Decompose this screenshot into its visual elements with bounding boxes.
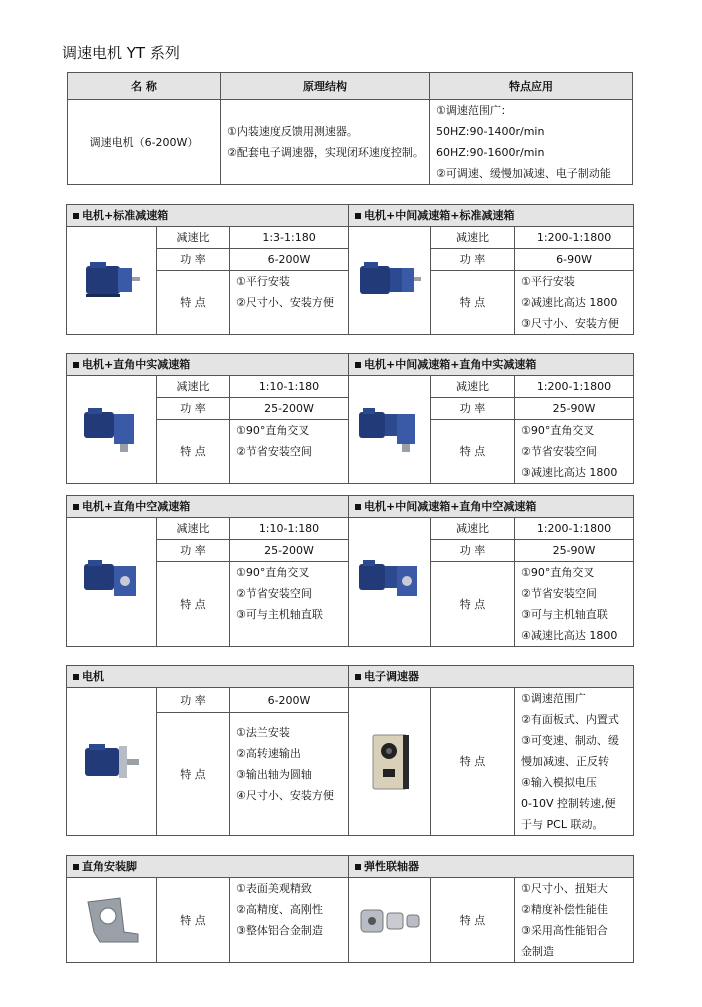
section-title-left: 电机 xyxy=(67,666,349,688)
feature-line: ③整体铝合金制造 xyxy=(236,924,323,937)
label-ratio: 减速比 xyxy=(157,376,230,398)
value-features xyxy=(230,878,349,963)
label-feature: 特 点 xyxy=(157,878,230,963)
label-power: 功 率 xyxy=(431,398,515,420)
value-ratio: 1:200-1:1800 xyxy=(515,518,634,540)
feature-line: ②高精度、高刚性 xyxy=(236,903,323,916)
spec-table-standard-gearbox xyxy=(66,204,634,335)
label-ratio: 减速比 xyxy=(431,518,515,540)
feature-line: ②节省安装空间 xyxy=(521,445,597,458)
product-image-motor-gearbox xyxy=(67,227,157,335)
product-image-coupling xyxy=(349,878,431,963)
spec-table-motor-controller xyxy=(66,665,634,836)
feature-line: ②减速比高达 1800 xyxy=(521,296,618,309)
feature-line: ①尺寸小、扭矩大 xyxy=(521,882,608,895)
value-ratio: 1:200-1:1800 xyxy=(515,227,634,249)
feature-line: ③采用高性能铝合 xyxy=(521,924,608,937)
section-title-left: 直角安装脚 xyxy=(67,856,349,878)
label-feature: 特 点 xyxy=(431,878,515,963)
feature-line: ①90°直角交叉 xyxy=(236,566,310,579)
feature-line: ④尺寸小、安装方便 xyxy=(236,788,334,802)
header-structure: 原理结构 xyxy=(221,73,430,100)
product-image-motor-double-gearbox xyxy=(349,227,431,335)
feature-line: ③可与主机轴直联 xyxy=(521,608,608,621)
feature-line: 0-10V 控制转速,便 xyxy=(521,797,616,810)
value-power: 6-90W xyxy=(515,249,634,271)
feature-line: ①平行安装 xyxy=(521,275,575,288)
product-image-motor-right-angle xyxy=(67,376,157,484)
header-features: 特点应用 xyxy=(430,73,633,100)
value-features xyxy=(515,688,634,836)
spec-table-right-angle-hollow xyxy=(66,495,634,647)
label-feature: 特 点 xyxy=(157,562,230,647)
section-title-right: 弹性联轴器 xyxy=(349,856,634,878)
label-power: 功 率 xyxy=(157,398,230,420)
label-power: 功 率 xyxy=(157,249,230,271)
label-ratio: 减速比 xyxy=(157,518,230,540)
value-power: 6-200W xyxy=(230,249,349,271)
value-power: 6-200W xyxy=(230,688,349,713)
feature-line: ①调速范围广 xyxy=(521,692,586,705)
feature-line: 金制造 xyxy=(521,945,555,958)
value-features xyxy=(230,420,349,484)
label-feature: 特 点 xyxy=(431,420,515,484)
label-feature: 特 点 xyxy=(157,420,230,484)
label-ratio: 减速比 xyxy=(431,376,515,398)
label-power: 功 率 xyxy=(431,249,515,271)
product-image-motor-mid-hollow xyxy=(349,518,431,647)
value-ratio: 1:10-1:180 xyxy=(230,518,349,540)
feature-line: ③减速比高达 1800 xyxy=(521,466,618,479)
feature-line: ②节省安装空间 xyxy=(236,587,312,600)
label-ratio: 减速比 xyxy=(431,227,515,249)
feature-line: ③可变速、制动、缓 xyxy=(521,734,619,747)
intro-table xyxy=(67,72,633,185)
feature-line: ②节省安装空间 xyxy=(521,587,597,600)
feature-line: ①90°直角交叉 xyxy=(521,424,595,437)
section-title-right: 电机+中间减速箱+直角中实减速箱 xyxy=(349,354,634,376)
feature-line: 于与 PCL 联动。 xyxy=(521,818,604,831)
header-name: 名 称 xyxy=(68,73,221,100)
label-power: 功 率 xyxy=(157,540,230,562)
feature-line: ④输入模拟电压 xyxy=(521,776,597,789)
intro-feature-line: ②可调速、缓慢加减速、电子制动能 xyxy=(436,167,611,180)
feature-line: ②高转速输出 xyxy=(236,746,301,760)
section-title-left: 电机+直角中实减速箱 xyxy=(67,354,349,376)
intro-name: 调速电机（6-200W） xyxy=(68,100,221,185)
product-image-controller xyxy=(349,688,431,836)
product-image-motor-mid-right-angle xyxy=(349,376,431,484)
value-features xyxy=(515,271,634,335)
value-power: 25-200W xyxy=(230,398,349,420)
section-title-left: 电机+直角中空减速箱 xyxy=(67,496,349,518)
product-image-motor-hollow xyxy=(67,518,157,647)
value-power: 25-90W xyxy=(515,398,634,420)
spec-table-accessories xyxy=(66,855,634,963)
page-title: 调速电机 YT 系列 xyxy=(62,44,180,62)
value-power: 25-90W xyxy=(515,540,634,562)
feature-line: ①90°直角交叉 xyxy=(236,424,310,437)
intro-feature-line: ①调速范围广： xyxy=(436,104,512,117)
feature-line: ④减速比高达 1800 xyxy=(521,629,618,642)
feature-line: ③可与主机轴直联 xyxy=(236,608,323,621)
section-title-right: 电机+中间减速箱+直角中空减速箱 xyxy=(349,496,634,518)
value-features xyxy=(230,713,349,836)
label-feature: 特 点 xyxy=(157,271,230,335)
value-features xyxy=(230,562,349,647)
value-ratio: 1:10-1:180 xyxy=(230,376,349,398)
label-ratio: 减速比 xyxy=(157,227,230,249)
label-feature: 特 点 xyxy=(431,688,515,836)
section-title-left: 电机+标准减速箱 xyxy=(67,205,349,227)
label-feature: 特 点 xyxy=(431,562,515,647)
feature-line: ③输出轴为圆轴 xyxy=(236,767,312,781)
feature-line: ①表面美观精致 xyxy=(236,882,312,895)
section-title-right: 电子调速器 xyxy=(349,666,634,688)
value-power: 25-200W xyxy=(230,540,349,562)
feature-line: ①90°直角交叉 xyxy=(521,566,595,579)
intro-structure-line: ①内装速度反馈用测速器。 xyxy=(227,125,358,138)
feature-line: ②节省安装空间 xyxy=(236,445,312,458)
feature-line: ②尺寸小、安装方便 xyxy=(236,296,334,309)
product-image-motor xyxy=(67,688,157,836)
intro-structure xyxy=(221,100,430,185)
label-feature: 特 点 xyxy=(157,713,230,836)
value-ratio: 1:200-1:1800 xyxy=(515,376,634,398)
section-title-right: 电机+中间减速箱+标准减速箱 xyxy=(349,205,634,227)
intro-features xyxy=(430,100,633,185)
label-feature: 特 点 xyxy=(431,271,515,335)
intro-structure-line: ②配套电子调速器，实现闭环速度控制。 xyxy=(227,146,424,159)
feature-line: ②有面板式、内置式 xyxy=(521,713,619,726)
value-features xyxy=(515,420,634,484)
intro-feature-line: 60HZ:90-1600r/min xyxy=(436,146,545,159)
feature-line: ①平行安装 xyxy=(236,275,290,288)
spec-table-right-angle-solid xyxy=(66,353,634,484)
product-image-mounting-bracket xyxy=(67,878,157,963)
label-power: 功 率 xyxy=(431,540,515,562)
feature-line: 慢加减速、正反转 xyxy=(521,755,610,768)
feature-line: ①法兰安装 xyxy=(236,725,290,739)
value-features xyxy=(515,562,634,647)
intro-feature-line: 50HZ:90-1400r/min xyxy=(436,125,545,138)
feature-line: ③尺寸小、安装方便 xyxy=(521,317,619,330)
value-features xyxy=(230,271,349,335)
feature-line: ②精度补偿性能佳 xyxy=(521,903,608,916)
label-power: 功 率 xyxy=(157,688,230,713)
value-features xyxy=(515,878,634,963)
value-ratio: 1:3-1:180 xyxy=(230,227,349,249)
